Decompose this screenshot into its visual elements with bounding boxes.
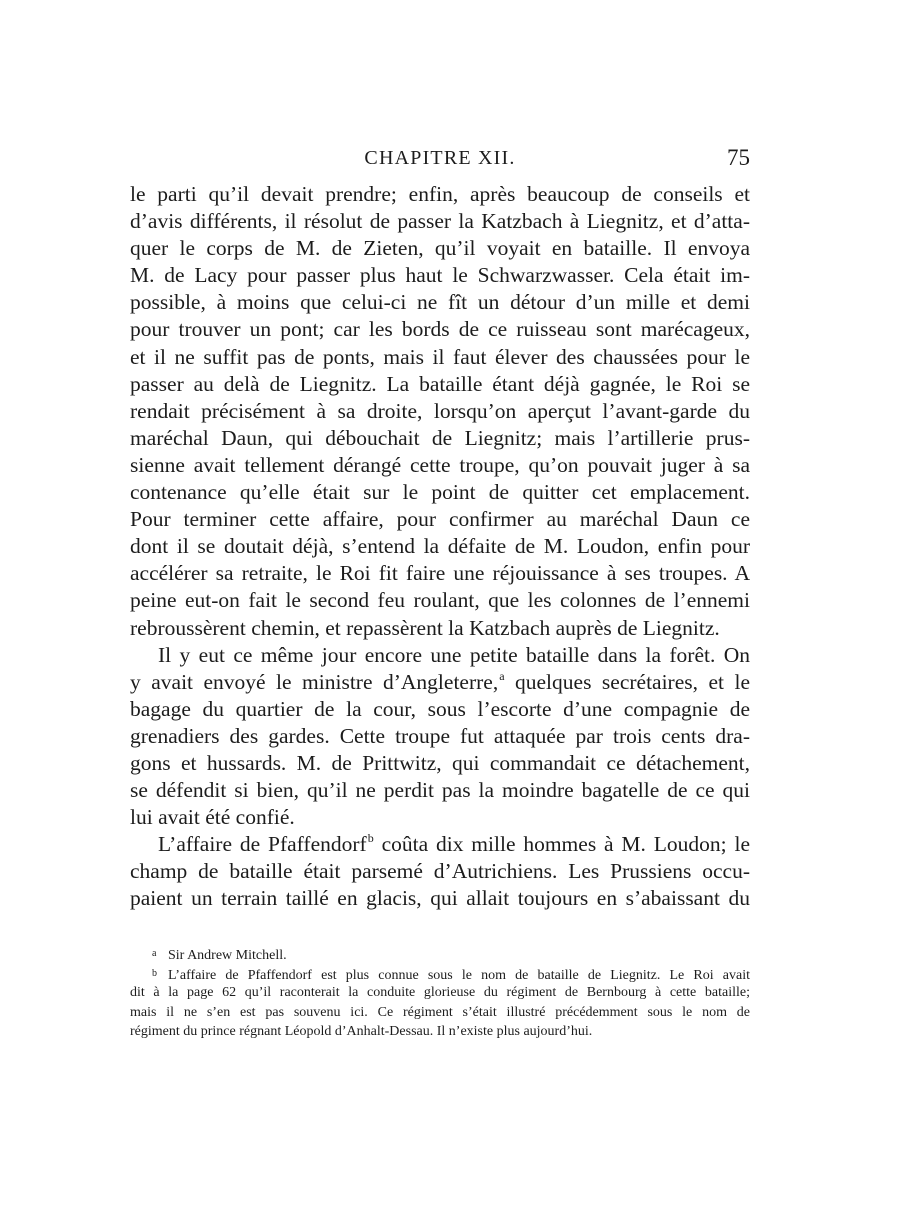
running-head [130,143,750,173]
text-segment: coûta dix mille hommes à M. Loudon; le [373,832,751,857]
text-line: quer le corps de M. de Zieten, qu’il voyait en bataille. Il envoya [130,236,750,261]
text-line: sienne avait tellement dérangé cette troupe, qu’on pouvait juger à sa [130,452,750,477]
text-line: dont il se doutait déjà, s’entend la défaite de M. Loudon, enfin pour [130,534,750,559]
footnote-text-line: régiment du prince régnant Léopold d’Anhalt-Dessau. Il n’existe plus aujourd’hui. [130,1024,593,1039]
text-segment: y avait envoyé le ministre d’Angleterre, [130,669,499,694]
footnote-text-line: dit à la page 62 qu’il raconterait la conduite glorieuse du régiment de Bernbourg à cette bataille; [130,985,750,1000]
text-line: champ de bataille était parsemé d’Autrichiens. Les Prussiens occu- [130,859,750,884]
text-line: lui avait été confié. [130,805,295,830]
footnote-ref-a: a [499,668,505,683]
footnote-b [130,964,750,984]
text-line: M. de Lacy pour passer plus haut le Schwarzwasser. Cela était im- [130,263,750,288]
text-line: rendait précisément à sa droite, lorsqu’on aperçut l’avant-garde du [130,398,750,423]
text-line: Il y eut ce même jour encore une petite bataille dans la forêt. On [158,642,750,667]
footnote-mark: b [152,967,157,979]
footnote-text: Sir Andrew Mitchell. [168,948,287,963]
text-line: possible, à moins que celui-ci ne fît un détour d’un mille et demi [130,290,750,315]
footnote-a [130,944,750,964]
text-line: peine eut-on fait le second feu roulant, que les colonnes de l’ennemi [130,588,750,613]
text-line-with-footnote-ref [130,831,750,858]
text-line: et il ne suffit pas de ponts, mais il faut élever des chaussées pour le [130,344,750,369]
footnote-text-line: mais il ne s’en est pas souvenu ici. Ce régiment s’était illustré précédemment sous le nom de [130,1004,750,1020]
text-line: accélérer sa retraite, le Roi fit faire une réjouissance à ses troupes. A [130,561,750,586]
footnote-ref-b: b [367,831,374,846]
text-line: rebroussèrent chemin, et repassèrent la Katzbach auprès de Liegnitz. [130,615,720,640]
text-line: Pour terminer cette affaire, pour confirmer au maréchal Daun ce [130,507,750,532]
footnote-text: L’affaire de Pfaffendorf est plus connue sous le nom de bataille de Liegnitz. Le Roi avait [168,967,750,983]
chapter-title: CHAPITRE XII. [364,147,516,169]
footnote-mark: a [152,948,157,959]
text-line: le parti qu’il devait prendre; enfin, après beaucoup de conseils et [130,182,750,206]
text-segment: quelques secrétaires, et le [504,669,750,694]
text-line: grenadiers des gardes. Cette troupe fut attaquée par trois cents dra- [130,723,750,748]
text-line: gons et hussards. M. de Prittwitz, qui commandait ce détachement, [130,750,750,775]
text-line: maréchal Daun, qui débouchait de Liegnitz; mais l’artillerie prus- [130,425,750,450]
text-line: pour trouver un pont; car les bords de ce ruisseau sont marécageux, [130,317,750,342]
text-segment: L’affaire de Pfaffendorf [158,832,367,857]
text-line: paient un terrain taillé en glacis, qui allait toujours en s’abaissant du [130,886,750,911]
text-line: passer au delà de Liegnitz. La bataille étant déjà gagnée, le Roi se [130,371,750,396]
text-line-with-footnote-ref [130,669,750,696]
footnotes [130,944,750,1042]
text-line: d’avis différents, il résolut de passer la Katzbach à Liegnitz, et d’atta- [130,209,750,234]
page-number: 75 [727,145,750,170]
text-line: se défendit si bien, qu’il ne perdit pas la moindre bagatelle de ce qui [130,778,750,803]
text-line: contenance qu’elle était sur le point de quitter cet emplacement. [130,480,750,505]
text-line: bagage du quartier de la cour, sous l’escorte d’une compagnie de [130,696,750,721]
body-text [130,181,750,913]
